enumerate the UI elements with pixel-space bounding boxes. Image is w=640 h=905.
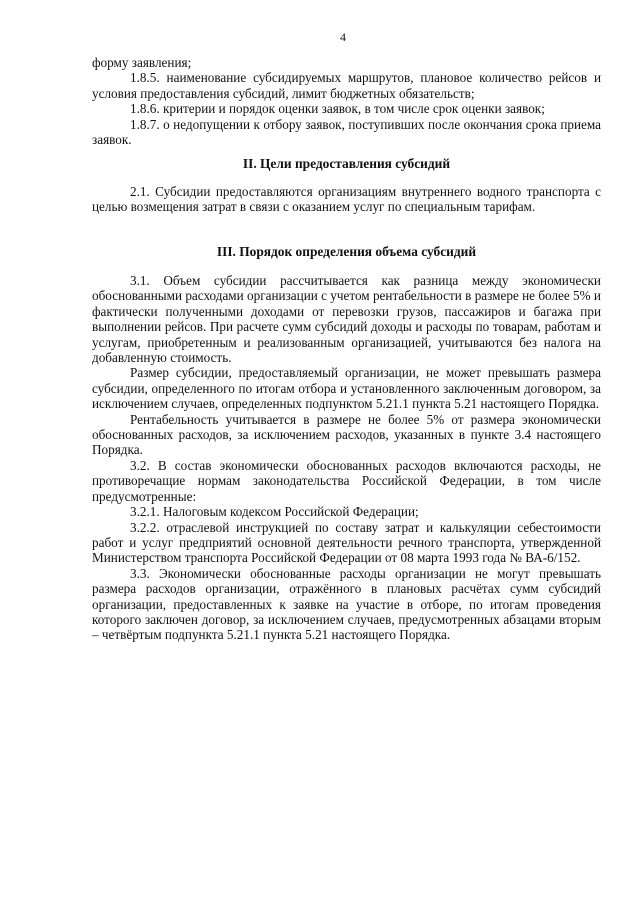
- paragraph-3-2-2: 3.2.2. отраслевой инструкцией по составу затрат и калькуляции себестоимости работ и услуг предприятий основной деятельности речного транспорта, утвержденной Министерством транспорта Российской Федерации от 08 марта 1993 года № ВА-6/152.: [92, 519, 601, 566]
- section-2-heading: II. Цели предоставления субсидий: [242, 156, 451, 171]
- section-3-body: [92, 273, 601, 643]
- paragraph-1-8-5: 1.8.5. наименование субсидируемых маршрутов, плановое количество рейсов и условия предоставления субсидий, лимит бюджетных обязательств;: [92, 70, 601, 101]
- paragraph-3-1-size: Размер субсидии, предоставляемый организации, не может превышать размера субсидии, определенного по итогам отбора и установленного заключенным договором, за исключением случаев, определенных подпунктом 5.21.1 пункта 5.21 настоящего Порядка.: [92, 365, 601, 412]
- paragraph-form: форму заявления;: [92, 55, 192, 70]
- paragraph-3-1-profitability: Рентабельность учитывается в размере не более 5% от размера экономически обоснованных расходов, за исключением расходов, указанных в пункте 3.4 настоящего Порядка.: [92, 411, 601, 458]
- paragraph-3-3: 3.3. Экономически обоснованные расходы организации не могут превышать размера расходов организации, отражённого в плановых расчётах сумм субсидий организации, предоставленных к заявке на участие в отборе, по итогам проведения которого заключен договор, за исключением случаев, предусмотренных абзацами вторым – четвёртым подпункта 5.21.1 пункта 5.21 настоящего Порядка.: [92, 565, 601, 643]
- paragraph-3-2: 3.2. В состав экономически обоснованных расходов включаются расходы, не противоречащие нормам законодательства Российской Федерации, в том числе предусмотренные:: [92, 457, 601, 504]
- top-paragraphs: [92, 55, 601, 147]
- section-3-heading: III. Порядок определения объема субсидий: [216, 244, 477, 259]
- paragraph-1-8-6: 1.8.6. критерии и порядок оценки заявок, в том числе срок оценки заявок;: [130, 101, 545, 117]
- page-number: 4: [340, 30, 346, 44]
- paragraph-2-1: 2.1. Субсидии предоставляются организациям внутреннего водного транспорта с целью возмещения затрат в связи с оказанием услуг по специальным тарифам.: [92, 184, 601, 215]
- paragraph-3-1: 3.1. Объем субсидии рассчитывается как разница между экономически обоснованными расходами организации с учетом рентабельности в размере не более 5% и фактически полученными доходами от перевозки грузов, пассажиров и багажа при выполнении рейсов. При расчете сумм субсидий доходы и расходы по товарам, работам и услугам, приобретенным и реализованным организацией, учитываются без налога на добавленную стоимость.: [92, 273, 601, 366]
- paragraph-3-2-1: 3.2.1. Налоговым кодексом Российской Федерации;: [130, 504, 419, 520]
- section-2-body: [92, 184, 601, 215]
- paragraph-1-8-7: 1.8.7. о недопущении к отбору заявок, поступивших после окончания срока приема заявок.: [92, 116, 601, 148]
